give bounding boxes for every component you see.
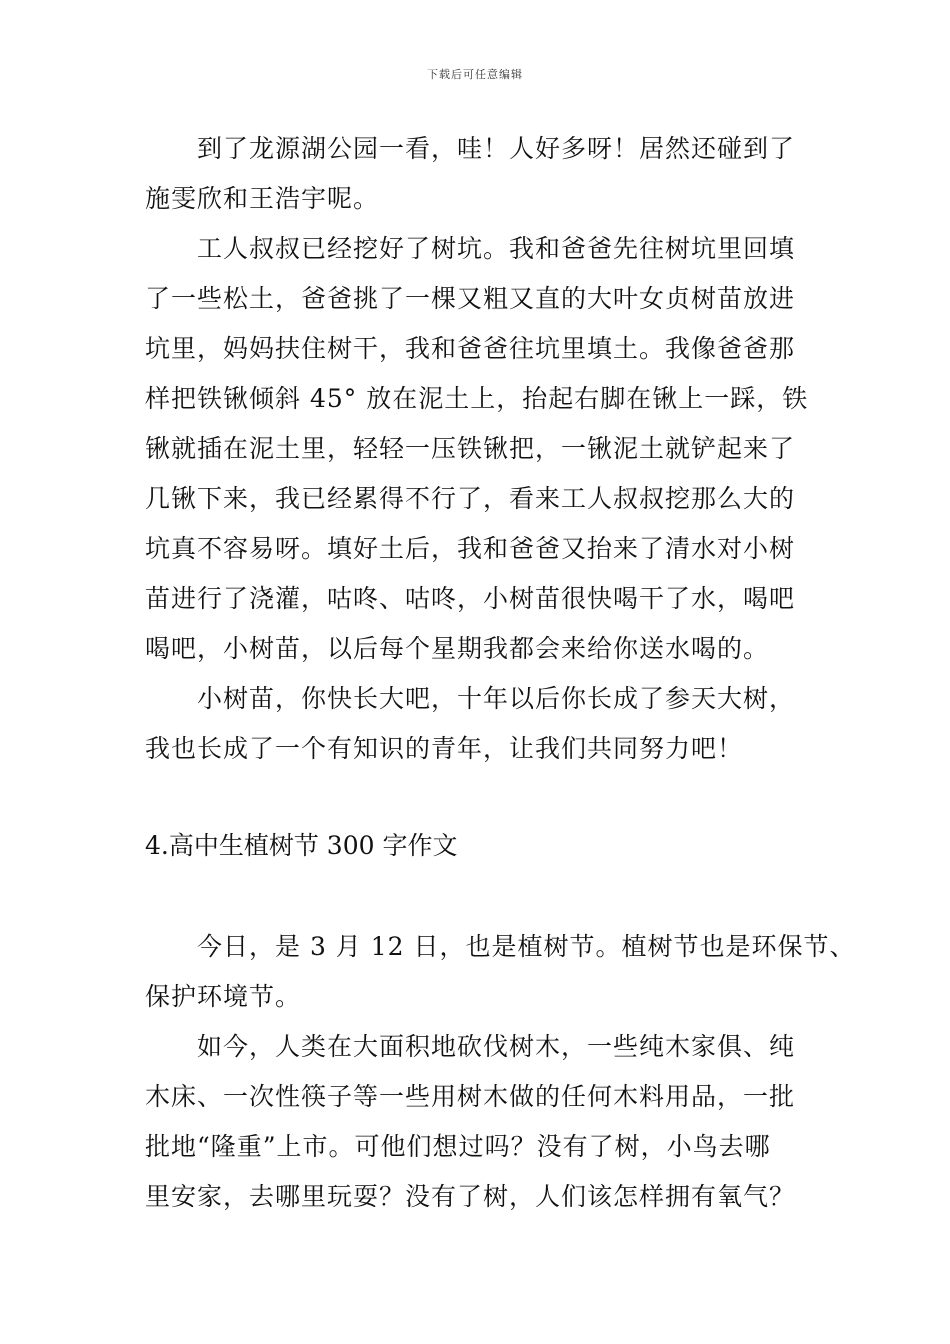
- text-line: 木床、一次性筷子等一些用树木做的任何木料用品，一批: [145, 1082, 796, 1111]
- paragraph-wish: [145, 674, 825, 774]
- text-line: 苗进行了浇灌，咕咚、咕咚，小树苗很快喝干了水，喝吧: [145, 584, 796, 613]
- text-line: 小树苗，你快长大吧，十年以后你长成了参天大树，: [145, 684, 796, 713]
- paragraph-planting: [145, 224, 825, 674]
- text-line: 里安家，去哪里玩耍？没有了树，人们该怎样拥有氧气？: [145, 1182, 796, 1211]
- text-line: 我也长成了一个有知识的青年，让我们共同努力吧！: [145, 734, 744, 763]
- text-line: 喝吧，小树苗，以后每个星期我都会来给你送水喝的。: [145, 634, 770, 663]
- text-line: 保护环境节。: [145, 982, 302, 1011]
- section-heading: 4.高中生植树节 300 字作文: [145, 831, 458, 860]
- paragraph-arrival: [145, 124, 825, 224]
- text-line: 坑真不容易呀。填好土后，我和爸爸又抬来了清水对小树: [145, 534, 796, 563]
- text-line: 锹就插在泥土里，轻轻一压铁锹把，一锹泥土就铲起来了: [145, 434, 796, 463]
- text-line: 了一些松土，爸爸挑了一棵又粗又直的大叶女贞树苗放进: [145, 284, 796, 313]
- page-header-note: 下载后可任意编辑: [427, 68, 523, 81]
- text-line: 坑里，妈妈扶住树干，我和爸爸往坑里填土。我像爸爸那: [145, 334, 796, 363]
- paragraph-deforestation: [145, 1022, 825, 1222]
- paragraph-arbor-day: [145, 922, 856, 1022]
- text-line: 如今，人类在大面积地砍伐树木，一些纯木家俱、纯: [145, 1032, 796, 1061]
- text-line: 几锹下来，我已经累得不行了，看来工人叔叔挖那么大的: [145, 484, 796, 513]
- text-line: 施雯欣和王浩宇呢。: [145, 184, 380, 213]
- text-line: 工人叔叔已经挖好了树坑。我和爸爸先往树坑里回填: [145, 234, 796, 263]
- text-line: 批地“隆重”上市。可他们想过吗？没有了树，小鸟去哪: [145, 1132, 771, 1161]
- text-line: 样把铁锹倾斜 45° 放在泥土上，抬起右脚在锹上一踩，铁: [145, 384, 809, 413]
- text-line: 到了龙源湖公园一看，哇！人好多呀！居然还碰到了: [145, 134, 796, 163]
- text-line: 今日，是 3 月 12 日，也是植树节。植树节也是环保节、: [145, 932, 856, 961]
